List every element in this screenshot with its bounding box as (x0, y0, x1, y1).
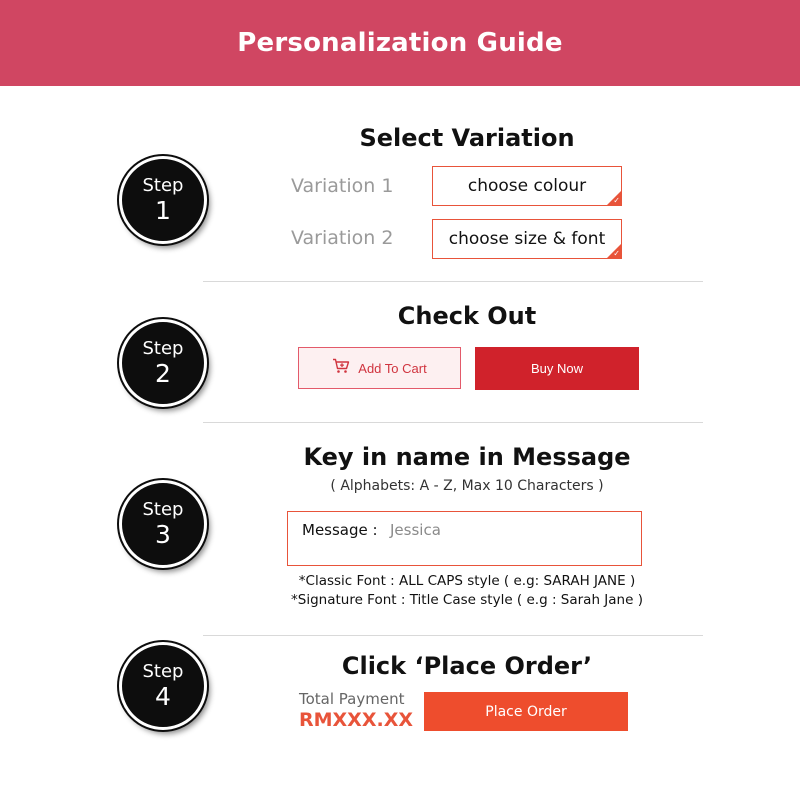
total-payment-amount: RMXXX.XX (299, 709, 413, 731)
variation-2-value: choose size & font (448, 229, 606, 249)
step-2-word: Step (142, 338, 184, 359)
total-payment-label: Total Payment (299, 690, 405, 708)
variation-2-label: Variation 2 (291, 227, 394, 249)
check-icon: ✓ (613, 196, 620, 205)
step-1-number: 1 (155, 196, 171, 225)
variation-1-select[interactable] (432, 166, 622, 206)
step-1-badge (119, 156, 207, 244)
divider (203, 422, 703, 423)
step-3-badge (119, 480, 207, 568)
variation-1-label: Variation 1 (291, 175, 394, 197)
step-2-title: Check Out (397, 302, 537, 330)
add-to-cart-label: Add To Cart (358, 360, 427, 376)
classic-font-note: *Classic Font : ALL CAPS style ( e.g: SARAH JANE ) (298, 573, 636, 589)
step-4-number: 4 (155, 682, 171, 711)
signature-font-note: *Signature Font : Title Case style ( e.g : Sarah Jane ) (291, 592, 643, 608)
divider (203, 635, 703, 636)
step-3-word: Step (142, 499, 184, 520)
step-3-number: 3 (155, 520, 171, 549)
buy-now-label: Buy Now (530, 361, 584, 376)
buy-now-button[interactable] (475, 347, 639, 390)
add-to-cart-button[interactable] (298, 347, 461, 389)
step-2-number: 2 (155, 359, 171, 388)
step-1-title: Select Variation (359, 124, 575, 152)
cart-plus-icon (332, 358, 350, 379)
place-order-button[interactable] (424, 692, 628, 731)
variation-2-select[interactable] (432, 219, 622, 259)
message-label: Message : (302, 521, 378, 539)
message-value: Jessica (390, 521, 441, 539)
page-title: Personalization Guide (237, 28, 563, 58)
check-icon: ✓ (613, 249, 620, 258)
step-3-title: Key in name in Message (303, 443, 631, 471)
variation-1-value: choose colour (467, 176, 587, 196)
step-4-word: Step (142, 661, 184, 682)
message-input[interactable] (287, 511, 642, 566)
message-rules: ( Alphabets: A - Z, Max 10 Characters ) (330, 478, 604, 494)
divider (203, 281, 703, 282)
place-order-label: Place Order (485, 703, 567, 720)
step-4-title: Click ‘Place Order’ (341, 652, 593, 680)
step-4-badge (119, 642, 207, 730)
step-1-word: Step (142, 175, 184, 196)
step-2-badge (119, 319, 207, 407)
header-banner (0, 0, 800, 86)
